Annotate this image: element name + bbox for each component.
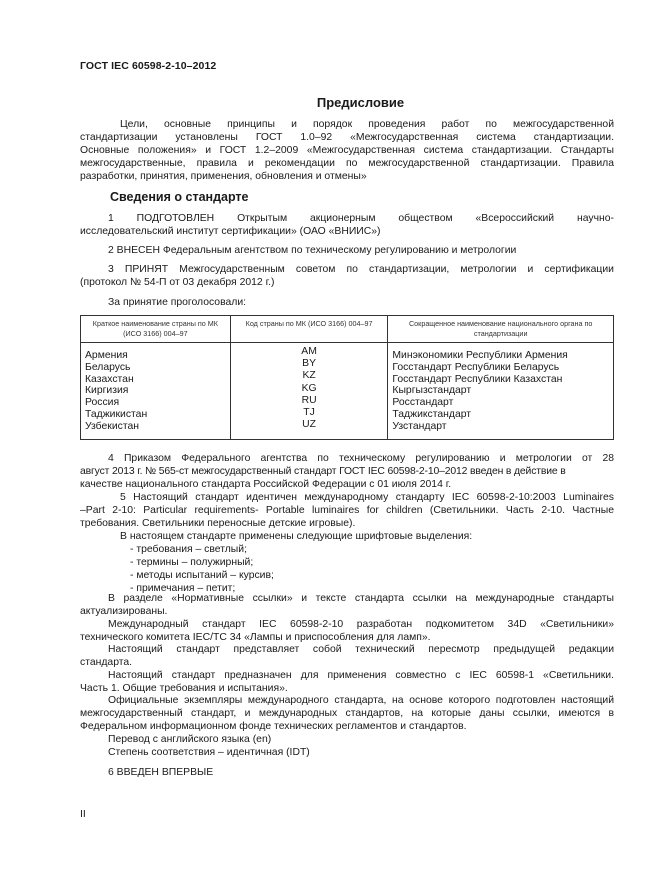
country-cell: Киргизия xyxy=(85,385,129,397)
country-cell: Армения xyxy=(85,350,128,361)
item-4-line: 4 Приказом Федерального агентства по техническому регулированию и метрологии от 28 xyxy=(108,453,614,464)
joint-paragraph xyxy=(80,669,614,695)
document-header: ГОСТ IEC 60598-2-10–2012 xyxy=(80,60,217,72)
body-cell: Таджикстандарт xyxy=(392,408,472,420)
copies-line: Официальные экземпляры международного стандарта, на основе которого подготовлен настоящий xyxy=(108,695,614,706)
intl-paragraph xyxy=(80,618,614,644)
country-cell: Беларусь xyxy=(85,361,131,373)
page-number: II xyxy=(80,808,86,820)
item-5-line: –Part 2-10: Particular requirements- Portable luminaires for children (Светильники. Часть 2-10. Частные xyxy=(80,505,614,516)
item-5-line: 5 Настоящий стандарт идентичен международному стандарту IEC 60598-2-10:2003 Luminaires xyxy=(120,492,614,503)
conformity-line: Степень соответствия – идентичная (IDT) xyxy=(108,747,310,758)
table-row xyxy=(81,343,614,440)
item-2 xyxy=(80,244,614,257)
code-column xyxy=(230,343,388,440)
country-cell: Казахстан xyxy=(85,373,134,385)
intl-line: технического комитета IEC/TC 34 «Лампы и приспособления для ламп». xyxy=(80,632,431,643)
country-cell: Россия xyxy=(85,397,120,409)
item-1 xyxy=(80,212,614,238)
refs-line: актуализированы. xyxy=(80,606,168,617)
preface-line: разработки, принятия, применения, обновления и отмены» xyxy=(80,171,367,182)
table-header-country: Краткое наименование страны по МК (ИСО 3166) 004–97 xyxy=(81,316,231,343)
body-cell: Минэкономики Республики Армения xyxy=(392,350,568,361)
refs-paragraph xyxy=(80,592,614,618)
item-6 xyxy=(80,766,614,779)
body-cell: Госстандарт Республики Казахстан xyxy=(392,373,563,385)
body-column xyxy=(388,343,614,440)
preface-line: Цели, основные принципы и порядок проведения работ по межгосударственной xyxy=(120,119,614,130)
revision-paragraph xyxy=(80,643,614,669)
joint-line: Настоящий стандарт предназначен для применения совместно с IEC 60598-1 «Светильники. xyxy=(108,670,614,681)
intl-line: Международный стандарт IEC 60598-2-10 разработан подкомитетом 34D «Светильники» xyxy=(108,619,614,630)
preface-line: межгосударственные, правила и рекомендации по межгосударственной стандартизации. Правила xyxy=(80,158,614,169)
item-4-line: качестве национального стандарта Российской Федерации с 01 июля 2014 г. xyxy=(80,479,452,490)
voted-text: За принятие проголосовали: xyxy=(108,297,247,308)
item-1-line: исследовательский институт сертификации» (ОАО «ВНИИС») xyxy=(80,226,381,237)
section-title: Сведения о стандарте xyxy=(110,190,249,204)
table-header-code: Код страны по МК (ИСО 3166) 004–97 xyxy=(230,316,388,343)
voted-label xyxy=(80,296,614,309)
table-header-row xyxy=(81,316,614,343)
translation-line: Перевод с английского языка (en) xyxy=(108,734,272,745)
item-6-line: 6 ВВЕДЕН ВПЕРВЫЕ xyxy=(108,767,214,778)
code-cell: AM xyxy=(301,346,317,357)
preface-line: Основные положения» и ГОСТ 1.2–2009 «Межгосударственная система стандартизации. Стандарты xyxy=(80,145,614,156)
item-4-line: август 2013 г. № 565-ст межгосударственный стандарт ГОСТ IEC 60598-2-10–2012 введен в действие в xyxy=(80,466,566,477)
body-cell: Госстандарт Республики Беларусь xyxy=(392,361,560,373)
country-column xyxy=(81,343,231,440)
fonts-item: - методы испытаний – курсив; xyxy=(130,570,274,581)
fonts-intro: В настоящем стандарте применены следующие шрифтовые выделения: xyxy=(120,531,473,542)
code-cell: BY xyxy=(302,358,317,370)
preface-paragraph xyxy=(80,118,614,183)
voting-table xyxy=(80,315,614,440)
item-5 xyxy=(80,491,614,530)
body-cell: Росстандарт xyxy=(392,397,454,409)
translation-block xyxy=(80,733,614,759)
page-title: Предисловие xyxy=(316,95,405,110)
code-cell: UZ xyxy=(302,419,316,431)
country-cell: Узбекистан xyxy=(85,420,139,432)
code-cell: KG xyxy=(301,382,317,394)
fonts-section xyxy=(80,530,614,595)
copies-paragraph xyxy=(80,694,614,733)
code-cell: RU xyxy=(301,394,317,406)
item-5-line: требования. Светильники переносные детские игровые). xyxy=(80,518,356,529)
item-1-line: 1 ПОДГОТОВЛЕН Открытым акционерным обществом «Всероссийский научно- xyxy=(108,213,614,224)
refs-line: В разделе «Нормативные ссылки» и тексте стандарта ссылки на международные стандарты xyxy=(108,593,614,604)
revision-line: Настоящий стандарт представляет собой технический пересмотр предыдущей редакции xyxy=(108,644,614,655)
code-cell: TJ xyxy=(303,407,315,419)
preface-line: стандартизации установлены ГОСТ 1.0–92 «Межгосударственная система стандартизации. xyxy=(80,132,614,143)
item-4 xyxy=(80,452,614,491)
code-cell: KZ xyxy=(302,370,316,382)
body-cell: Кыргызстандарт xyxy=(392,385,472,397)
joint-line: Часть 1. Общие требования и испытания». xyxy=(80,683,288,694)
table-header-body: Сокращенное наименование национального органа по стандартизации xyxy=(388,316,614,343)
item-3-line: 3 ПРИНЯТ Межгосударственным советом по стандартизации, метрологии и сертификации xyxy=(108,264,614,275)
item-3-line: (протокол № 54-П от 03 декабря 2012 г.) xyxy=(80,277,275,288)
revision-line: стандарта. xyxy=(80,657,133,668)
fonts-item: - термины – полужирный; xyxy=(130,557,254,568)
fonts-item: - примечания – петит; xyxy=(130,583,236,594)
copies-line: межгосударственный стандарт, и международных стандартов, на которые даны ссылки, имеются в xyxy=(80,708,614,719)
fonts-item: - требования – светлый; xyxy=(130,544,247,555)
copies-line: Федеральном информационном фонде технических регламентов и стандартов. xyxy=(80,721,467,732)
body-cell: Узстандарт xyxy=(392,420,447,432)
item-3 xyxy=(80,263,614,289)
item-2-line: 2 ВНЕСЕН Федеральным агентством по техническому регулированию и метрологии xyxy=(108,245,517,256)
country-cell: Таджикистан xyxy=(85,408,148,420)
